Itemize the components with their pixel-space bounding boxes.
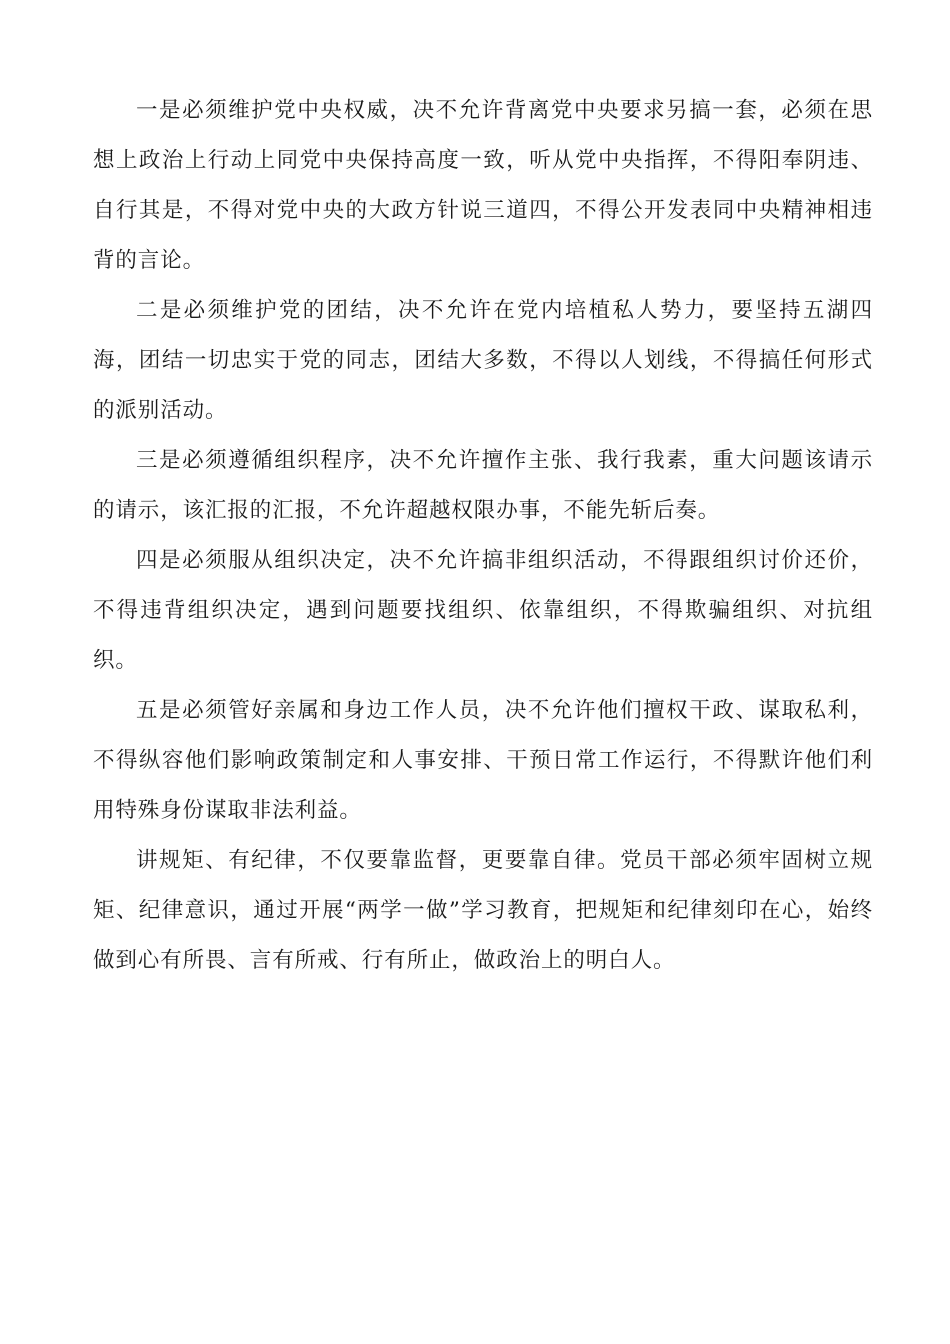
- paragraph-6: 讲规矩、有纪律，不仅要靠监督，更要靠自律。党员干部必须牢固树立规矩、纪律意识，通过开展“两学一做”学习教育，把规矩和纪律刻印在心，始终做到心有所畏、言有所戒、行有所止，做政治上的明白人。: [93, 848, 873, 973]
- paragraph-4: 四是必须服从组织决定，决不允许搞非组织活动，不得跟组织讨价还价，不得违背组织决定，遇到问题要找组织、依靠组织，不得欺骗组织、对抗组织。: [93, 548, 873, 673]
- paragraph-5: 五是必须管好亲属和身边工作人员，决不允许他们擅权干政、谋取私利，不得纵容他们影响政策制定和人事安排、干预日常工作运行，不得默许他们利用特殊身份谋取非法利益。: [93, 698, 873, 823]
- paragraph-3: 三是必须遵循组织程序，决不允许擅作主张、我行我素，重大问题该请示的请示，该汇报的汇报，不允许超越权限办事，不能先斩后奏。: [93, 448, 873, 523]
- paragraph-1: 一是必须维护党中央权威，决不允许背离党中央要求另搞一套，必须在思想上政治上行动上同党中央保持高度一致，听从党中央指挥，不得阳奉阴违、自行其是，不得对党中央的大政方针说三道四，不得公开发表同中央精神相违背的言论。: [93, 98, 873, 273]
- paragraph-2: 二是必须维护党的团结，决不允许在党内培植私人势力，要坚持五湖四海，团结一切忠实于党的同志，团结大多数，不得以人划线，不得搞任何形式的派别活动。: [93, 298, 873, 423]
- document-body: [93, 86, 873, 986]
